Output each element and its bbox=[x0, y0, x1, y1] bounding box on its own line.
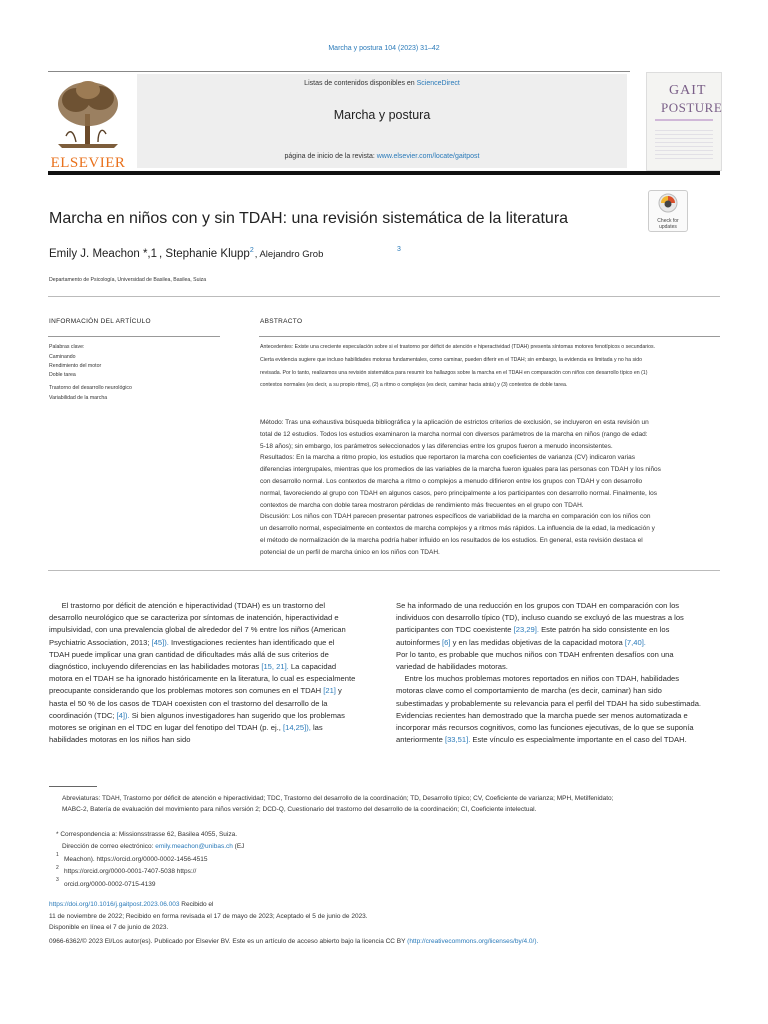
author-3-sup[interactable]: 3 bbox=[397, 246, 401, 253]
license-line bbox=[49, 938, 538, 945]
body-text-segment: motoras clave como el comportamiento de marcha (es decir, caminar) han sido bbox=[396, 686, 662, 696]
citation-link[interactable]: [15, 21]. bbox=[261, 662, 289, 672]
body-text-segment: Por lo tanto, es probable que muchos niños con TDAH enfrenten desafíos con una bbox=[396, 649, 674, 659]
body-line bbox=[49, 698, 379, 710]
body-text-segment: hasta el 50 % de los casos de TDAH coexisten con el trastorno del desarrollo de la bbox=[49, 698, 328, 708]
abstract-bottom-rule bbox=[48, 570, 720, 571]
body-text-segment: autoinformes bbox=[396, 637, 443, 647]
author-2-sup[interactable]: 2 bbox=[249, 247, 254, 254]
abstract-line: revisada. Por lo tanto, realizamos una revisión sistemática para resumir los hallazgos sobre la marcha en el TDAH en comparación con niños con desarrollo típico en (1) bbox=[260, 369, 648, 376]
abstract-background bbox=[260, 341, 730, 392]
body-line bbox=[396, 673, 726, 685]
abstract-line: Cierta evidencia sugiere que incluso habilidades motoras fundamentales, como caminar, pueden diferir en el TDAH; sin embargo, la evidencia es limitada y no ha sido bbox=[260, 356, 642, 363]
body-line bbox=[396, 637, 726, 649]
footnote-separator bbox=[49, 786, 97, 787]
citation-link[interactable]: [4]). bbox=[116, 710, 130, 720]
body-line bbox=[396, 685, 726, 697]
body-text-segment: incorporar más recursos cognitivos, como las funciones ejecutivas, de lo que se suponía bbox=[396, 723, 694, 733]
body-text-segment: coordinación (TDC; bbox=[49, 710, 117, 720]
body-text-segment: y en las medidas objetivas de la capacidad motora bbox=[450, 637, 625, 647]
body-line bbox=[49, 600, 379, 612]
body-line bbox=[49, 661, 379, 673]
author-3[interactable]: , Alejandro Grob bbox=[254, 248, 324, 260]
cover-text-lines bbox=[655, 127, 713, 161]
received-line: 11 de noviembre de 2022; Recibido en forma revisada el 17 de mayo de 2023; Aceptado el 5 de junio de 2023. bbox=[49, 913, 368, 920]
sciencedirect-link[interactable]: ScienceDirect bbox=[416, 80, 460, 87]
body-line bbox=[49, 722, 379, 734]
license-link[interactable]: (http://creativecommons.org/licenses/by/4.0/). bbox=[407, 938, 539, 945]
body-text-segment: preocupante considerando que los problemas motores son comunes en el TDAH bbox=[49, 686, 324, 696]
doi-line bbox=[49, 901, 213, 908]
body-text-segment: Este vínculo es especialmente importante en el caso del TDAH. bbox=[470, 735, 687, 745]
body-text-segment: motora en el TDAH se ha ignorado históricamente en la literatura, lo cual es especialmente bbox=[49, 674, 356, 684]
keyword-item: Rendimiento del motor bbox=[49, 363, 102, 370]
body-text-segment: Entre los muchos problemas motores reportados en niños con TDAH, habilidades bbox=[396, 674, 680, 684]
header-top-rule bbox=[48, 71, 630, 72]
abstract-line: potencial de un perfil de marcha único en los niños con TDAH. bbox=[260, 548, 440, 556]
abstract-method-results bbox=[260, 417, 730, 559]
body-line bbox=[396, 722, 726, 734]
article-info-heading: INFORMACIÓN DEL ARTÍCULO bbox=[49, 318, 151, 325]
body-line bbox=[396, 710, 726, 722]
affiliation-rule bbox=[48, 296, 720, 297]
body-line bbox=[49, 685, 379, 697]
article-title: Marcha en niños con y sin TDAH: una revisión sistemática de la literatura bbox=[49, 210, 569, 227]
body-text-segment: y bbox=[335, 686, 342, 696]
abstract-line: Antecedentes: Existe una creciente especulación sobre si el trastorno por déficit de atención e hiperactividad (TDAH) presenta síntomas motores fenotípicos o secundarios. bbox=[260, 344, 656, 350]
body-line bbox=[49, 637, 379, 649]
body-text-segment: subestimadas y probablemente su relevancia para el perfil del TDAH ha sido subestimada. bbox=[396, 698, 702, 708]
body-right-column bbox=[396, 600, 726, 746]
abbreviations bbox=[62, 793, 613, 815]
citation-link[interactable]: [21] bbox=[323, 686, 336, 696]
doi-link[interactable]: https://doi.org/10.1016/j.gaitpost.2023.06.003 bbox=[49, 901, 180, 908]
footnote-2-marker: 2 bbox=[56, 865, 59, 871]
abstract-line: 5-18 años); sin embargo, los parámetros seleccionados y las diferencias entre los grupos fueron a menudo inconsistentes. bbox=[260, 442, 613, 450]
body-left-column bbox=[49, 600, 379, 746]
keyword-item: Variabilidad de la marcha bbox=[49, 394, 108, 401]
body-text-segment: Si bien algunos investigadores han sugerido que los problemas bbox=[129, 710, 345, 720]
citation-link[interactable]: [6] bbox=[442, 637, 451, 647]
abstract-line: Método: Tras una exhaustiva búsqueda bibliográfica y la aplicación de estrictos criterios de exclusión, se incluyeron en esta revisión un bbox=[260, 419, 649, 426]
check-updates-label: Check for updates bbox=[657, 218, 679, 230]
cover-title-posture: POSTURE bbox=[661, 100, 723, 115]
footnote-1-marker: 1 bbox=[56, 852, 59, 858]
body-line bbox=[396, 734, 726, 746]
body-text-segment: La capacidad bbox=[288, 662, 337, 672]
abstract-line: total de 12 estudios. Todos los estudios examinaron la marcha normal con diversos parámetros de la marcha en niños (rango de edad: bbox=[260, 430, 648, 438]
body-text-segment: Este patrón ha sido consistente en los bbox=[538, 625, 670, 635]
email-suffix: (EJ bbox=[232, 843, 245, 850]
correspondence-note: * Correspondencia a: Missionsstrasse 62, Basilea 4055, Suiza. bbox=[56, 831, 238, 838]
body-line bbox=[396, 649, 726, 661]
abstract-line: diferencias intergrupales, mientras que los promedios de las variables de la marcha fueron iguales para las personas con TDAH y los niños bbox=[260, 466, 661, 474]
contents-line bbox=[137, 80, 627, 87]
body-text-segment: individuos con desarrollo típico (TD), incluso cuando se excluyó de las muestras a los bbox=[396, 613, 684, 623]
journal-header-box bbox=[137, 74, 627, 168]
body-line bbox=[49, 710, 379, 722]
keywords-block bbox=[49, 343, 132, 403]
online-line: Disponible en línea el 7 de junio de 2023. bbox=[49, 924, 169, 931]
abstract-line: contextos normales (es decir, a su propio ritmo), (2) a ritmo o complejos (es decir, caminar hacia atrás) y (3) contextos de doble tarea. bbox=[260, 382, 568, 389]
abstract-line: contextos de marcha con doble tarea mostraron pérdidas de rendimiento más frecuentes en el grupo con TDAH. bbox=[260, 501, 584, 509]
body-line bbox=[49, 673, 379, 685]
author-1[interactable]: Emily J. Meachon *,1 bbox=[49, 247, 158, 260]
body-line bbox=[396, 624, 726, 636]
email-link[interactable]: emily.meachon@unibas.ch bbox=[155, 843, 233, 850]
body-text-segment: Psychiatric Association, 2013; bbox=[49, 637, 152, 647]
abstract-heading: ABSTRACTO bbox=[260, 318, 303, 325]
homepage-prefix: página de inicio de la revista: bbox=[284, 153, 377, 160]
citation-link[interactable]: [14,25]), bbox=[282, 723, 311, 733]
abstract-line: el método de normalización de la marcha podría haber influido en los resultados de los estudios. En general, esta revisión destaca el bbox=[260, 536, 643, 544]
abstract-line: un desarrollo normal, especialmente en contextos de marcha complejos y a ritmos más rápidos. La influencia de la edad, la medicación y bbox=[260, 525, 655, 533]
cover-title-gait: GAIT bbox=[669, 83, 707, 98]
body-line bbox=[49, 734, 379, 746]
body-text-segment: variedad de habilidades motoras. bbox=[396, 662, 508, 672]
body-text-segment: participantes con TDC coexistente bbox=[396, 625, 514, 635]
body-text-segment: Investigaciones recientes han identificado que el bbox=[168, 637, 335, 647]
body-text-segment: TDAH puede implicar una gran cantidad de dificultades más allá de sus criterios de bbox=[49, 649, 329, 659]
abstract-line: Resultados: En la marcha a ritmo propio, los estudios que reportaron la marcha con coeficientes de varianza (CV) indicaron varias bbox=[260, 454, 636, 462]
footnote-2: https://orcid.org/0000-0001-7407-5038 https:// bbox=[64, 868, 197, 875]
keyword-item: Caminando bbox=[49, 353, 76, 360]
footnote-3: orcid.org/0000-0002-0715-4139 bbox=[64, 881, 156, 888]
contents-prefix: Listas de contenidos disponibles en bbox=[304, 80, 417, 87]
journal-reference[interactable]: Marcha y postura 104 (2023) 31–42 bbox=[328, 45, 440, 52]
body-line bbox=[49, 649, 379, 661]
elsevier-wordmark: ELSEVIER bbox=[50, 155, 126, 171]
citation-link[interactable]: [33,51]. bbox=[444, 735, 471, 745]
license-prefix: 0966-6362/© 2023 El/Los autor(es). Publicado por Elsevier BV. Este es un artículo de acceso abierto bajo la licencia CC BY bbox=[49, 938, 408, 945]
author-2[interactable]: , Stephanie Klupp bbox=[159, 247, 250, 260]
keyword-item: Doble tarea bbox=[49, 371, 76, 378]
body-line bbox=[49, 624, 379, 636]
journal-cover bbox=[646, 72, 722, 171]
body-line bbox=[396, 698, 726, 710]
body-text-segment: anteriormente bbox=[396, 735, 445, 745]
body-text-segment: desarrollo neurológico que se caracteriza por síntomas de inatención, hiperactividad e bbox=[49, 613, 339, 623]
affiliation: Departamento de Psicología, Universidad de Basilea, Basilea, Suiza bbox=[49, 277, 207, 283]
citation-link[interactable]: [45]). bbox=[151, 637, 169, 647]
abstract-rule bbox=[259, 336, 720, 337]
body-text-segment: las bbox=[310, 723, 323, 733]
body-text-segment: motores se originan en el TDC en lugar del fenotipo del TDAH (p. ej., bbox=[49, 723, 283, 733]
abstract-line: Discusión: Los niños con TDAH parecen presentar patrones específicos de variabilidad de la marcha en comparación con los niños con bbox=[260, 513, 651, 521]
body-text-segment: Evidencias recientes han demostrado que la marcha puede ser menos automatizada e bbox=[396, 710, 688, 720]
abstract-line: con desarrollo normal. Los contextos de marcha a ritmo o complejos a menudo difirieron entre los grupos con TDAH y con desarrollo bbox=[260, 477, 643, 485]
cover-stripe bbox=[655, 119, 713, 121]
abstract-line: normal, favoreciendo al grupo con TDAH en algunos casos, pero principalmente a los participantes con desarrollo normal. Finalmente, los bbox=[260, 489, 657, 497]
header-bottom-rule bbox=[48, 171, 720, 175]
elsevier-logo bbox=[48, 76, 128, 171]
email-prefix: Dirección de correo electrónico: bbox=[62, 843, 156, 850]
body-line bbox=[49, 612, 379, 624]
keyword-item: Trastorno del desarrollo neurológico bbox=[49, 385, 132, 392]
journal-title: Marcha y postura bbox=[333, 108, 431, 122]
body-text-segment: habilidades motoras en los niños han sido bbox=[49, 735, 191, 745]
homepage-line bbox=[137, 153, 627, 160]
check-updates-icon bbox=[658, 193, 678, 213]
body-text-segment: El trastorno por déficit de atención e hiperactividad (TDAH) es un trastorno del bbox=[49, 601, 326, 610]
body-line bbox=[396, 612, 726, 624]
citation-link[interactable]: [23,29]. bbox=[513, 625, 539, 635]
check-for-updates-badge[interactable] bbox=[648, 190, 688, 232]
body-text-segment: Se ha informado de una reducción en los grupos con TDAH en comparación con los bbox=[396, 601, 680, 610]
footnote-3-marker: 3 bbox=[56, 877, 59, 883]
body-line bbox=[396, 600, 726, 612]
body-text-segment: diagnóstico, incluyendo diferencias en las habilidades motoras bbox=[49, 662, 262, 672]
article-info-rule bbox=[48, 336, 220, 337]
citation-link[interactable]: [7,40]. bbox=[624, 637, 646, 647]
author-line bbox=[49, 247, 323, 260]
footnote-1: Meachon). https://orcid.org/0000-0002-1456-4515 bbox=[64, 856, 208, 863]
doi-suffix: Recibido el bbox=[179, 901, 214, 908]
abbreviations-line: MABC-2, Batería de evaluación del movimiento para niños versión 2; DCD-Q, Cuestionario del trastorno del desarrollo de la coordinación; CI, Coeficiente intelectual. bbox=[62, 806, 537, 813]
homepage-link[interactable]: www.elsevier.com/locate/gaitpost bbox=[376, 153, 480, 160]
body-line bbox=[396, 661, 726, 673]
abbreviations-line: Abreviaturas: TDAH, Trastorno por déficit de atención e hiperactividad; TDC, Trastorno del desarrollo de la coordinación; TD, Desarrollo típico; CV, Coeficiente de varianza; MPH, Metilfenidato; bbox=[62, 795, 614, 802]
footnotes bbox=[56, 829, 237, 841]
email-line bbox=[62, 843, 244, 850]
keywords-label: Palabras clave: bbox=[49, 344, 85, 350]
elsevier-tree-icon bbox=[48, 76, 128, 150]
body-text-segment: impulsividad, con una prevalencia global de alrededor del 7 % entre los niños (American bbox=[49, 625, 346, 635]
